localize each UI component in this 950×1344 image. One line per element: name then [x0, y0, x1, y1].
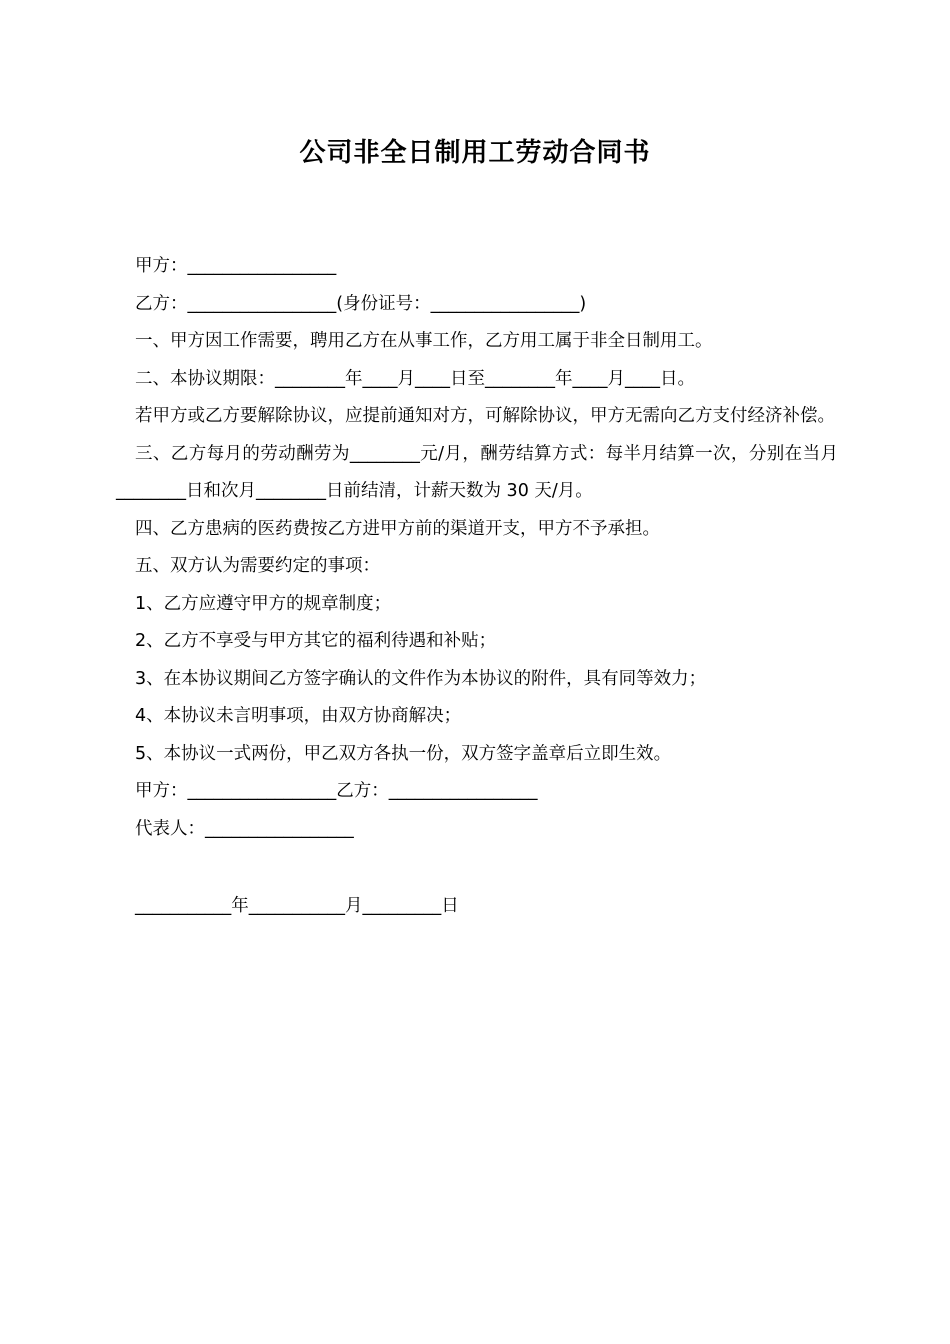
party-b-line: 乙方：_________________(身份证号：_________________) — [135, 293, 587, 314]
date-line: ___________年___________月_________日 — [135, 896, 459, 916]
signature-parties-line: 甲方：_________________乙方：_________________ — [135, 781, 538, 801]
item-1: 1、乙方应遵守甲方的规章制度； — [135, 593, 392, 614]
item-4: 4、本协议未言明事项，由双方协商解决； — [135, 706, 462, 726]
document-body — [116, 248, 838, 926]
clause-2: 二、本协议期限：________年____月____日至________年____月____日。 — [135, 368, 695, 389]
clause-4: 四、乙方患病的医药费按乙方进甲方前的渠道开支，甲方不予承担。 — [135, 518, 660, 539]
party-a-line: 甲方：_________________ — [135, 256, 337, 276]
clause-5: 五、双方认为需要约定的事项： — [135, 556, 380, 576]
representative-line: 代表人：_________________ — [135, 818, 354, 839]
clause-1: 一、甲方因工作需要，聘用乙方在从事工作，乙方用工属于非全日制用工。 — [135, 331, 713, 351]
clause-3: 三、乙方每月的劳动酬劳为________元/月，酬劳结算方式：每半月结算一次，分别在当月________日和次月________日前结清，计薪天数为 30 天/月。 — [116, 443, 838, 501]
item-2: 2、乙方不享受与甲方其它的福利待遇和补贴； — [135, 631, 497, 651]
spacer — [116, 848, 838, 888]
termination-paragraph: 若甲方或乙方要解除协议，应提前通知对方，可解除协议，甲方无需向乙方支付经济补偿。 — [135, 406, 835, 426]
item-5: 5、本协议一式两份，甲乙双方各执一份，双方签字盖章后立即生效。 — [135, 743, 672, 764]
document-title: 公司非全日制用工劳动合同书 — [299, 138, 651, 168]
item-3: 3、在本协议期间乙方签字确认的文件作为本协议的附件，具有同等效力； — [135, 668, 707, 689]
